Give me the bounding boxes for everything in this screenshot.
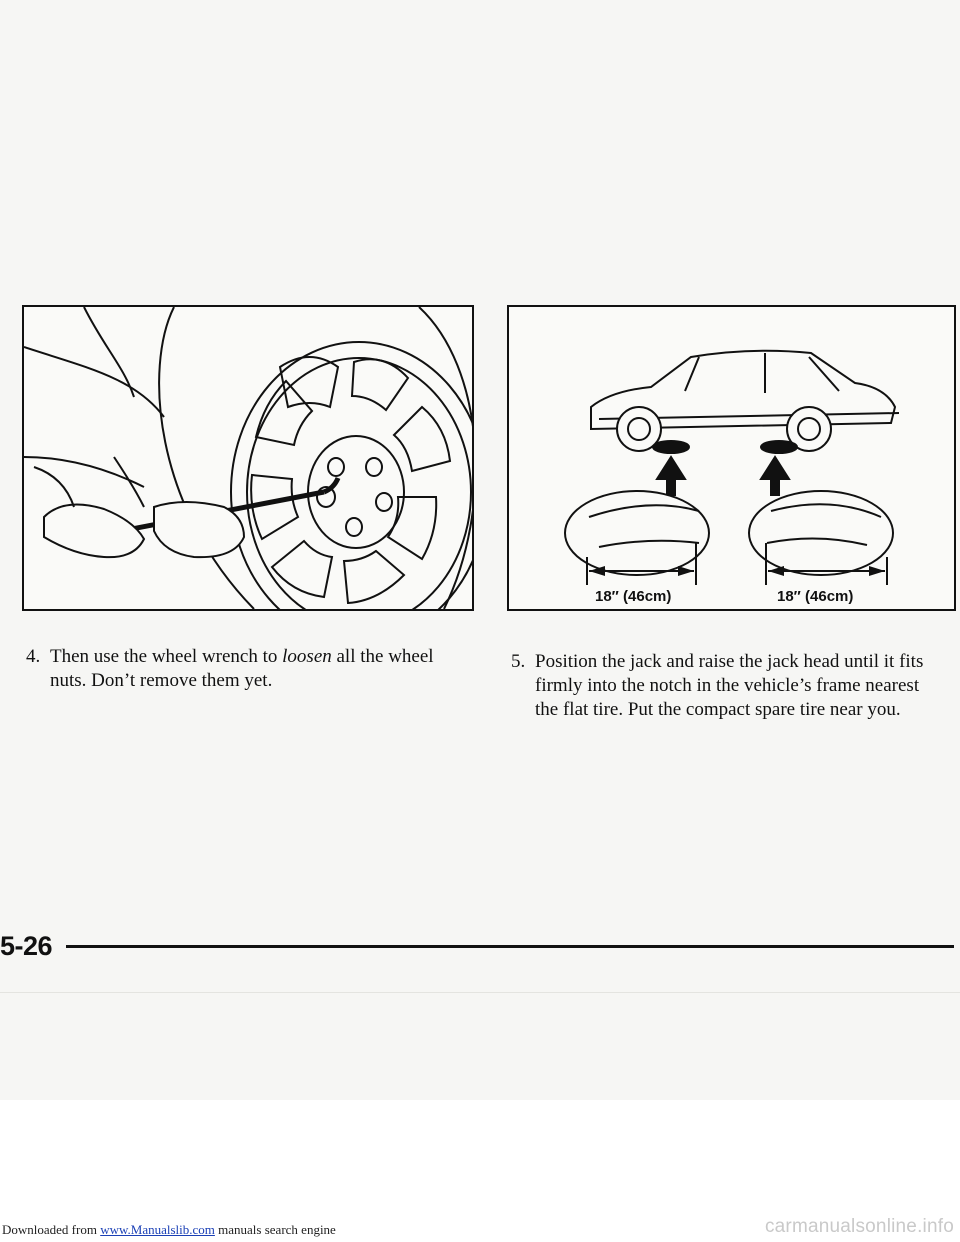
wheel-wrench-illustration	[22, 305, 474, 611]
wheel-wrench-drawing	[24, 307, 472, 609]
step-4-line-1-start: Then use the wheel wrench to	[50, 646, 283, 667]
step-5-line-3: the flat tire. Put the compact spare tire near you.	[535, 699, 901, 720]
step-5-line-1: Position the jack and raise the jack head until it fits	[535, 651, 924, 672]
step-4-line-2: nuts. Don’t remove them yet.	[50, 670, 273, 691]
footer-rule	[66, 945, 954, 948]
faint-divider	[0, 992, 960, 993]
page-number: 5-26	[0, 931, 53, 961]
watermark-prefix: Downloaded from	[2, 1222, 101, 1237]
step-5-line-2: firmly into the notch in the vehicle’s frame nearest	[535, 675, 920, 696]
step-4-line-1-end: all the wheel	[331, 646, 434, 667]
step-4-text	[50, 645, 434, 693]
manualslib-link[interactable]: www.Manualslib.com	[100, 1222, 215, 1237]
watermark-suffix: manuals search engine	[214, 1222, 336, 1237]
jack-points-illustration	[507, 305, 956, 611]
car-jack-drawing	[509, 307, 954, 609]
step-4-line-1	[50, 645, 434, 669]
site-watermark: carmanualsonline.info	[764, 1216, 954, 1237]
step-4-emphasis: loosen	[282, 646, 332, 667]
step-5-number: 5.	[511, 651, 526, 672]
dimension-label-left: 18″ (46cm)	[595, 588, 672, 605]
download-watermark	[2, 1222, 336, 1238]
step-4-number: 4.	[26, 646, 41, 667]
dimension-label-right: 18″ (46cm)	[777, 588, 854, 605]
step-5-text	[535, 650, 923, 722]
